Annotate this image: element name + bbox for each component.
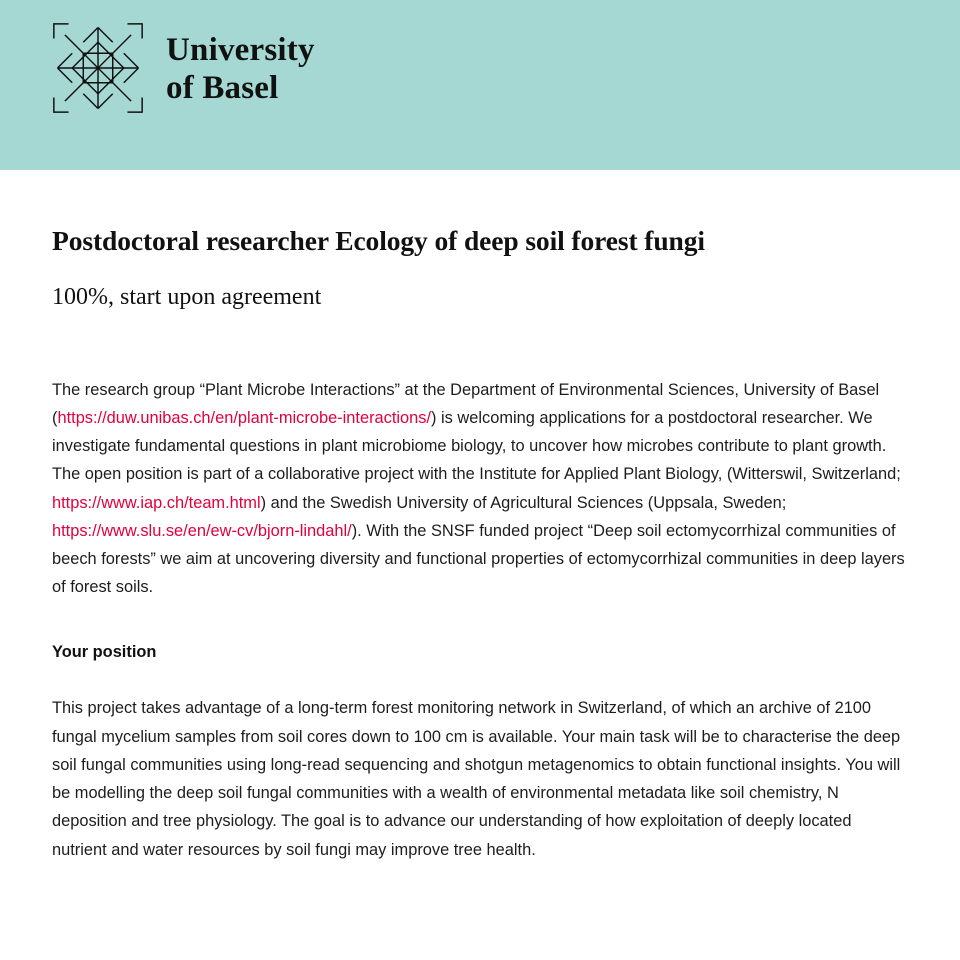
university-of-basel-logo-icon (52, 22, 144, 114)
intro-text-part-3: ) and the Swedish University of Agricultural Sciences (Uppsala, Sweden; (260, 493, 787, 512)
position-paragraph: This project takes advantage of a long-term forest monitoring network in Switzerland, of which an archive of 2100 fungal mycelium samples from soil cores down to 100 cm is available. Your main task will be to characterise the deep soil fungal communities using long-read sequencing and shotgun metagenomics to obtain functional insights. You will be modelling the deep soil fungal communities with a wealth of environmental metadata like soil chemistry, N deposition and tree physiology. The goal is to advance our understanding of how exploitation of deeply located nutrient and water resources by soil fungi may improve tree health. (52, 699, 901, 859)
page-title: Postdoctoral researcher Ecology of deep soil forest fungi (52, 225, 705, 256)
intro-text-part-1: The research group “Plant Microbe Interactions” at the Department of Environmental Sciences, University of Basel ( (52, 380, 880, 428)
logo-wordmark-line1: University (166, 32, 315, 68)
intro-text-part-4: ). With the SNSF funded project “Deep soil ectomycorrhizal communities of beech forests” we aim at uncovering diversity and functional properties of ectomycorrhizal communities in deep layers of forest soils. (52, 521, 905, 597)
link-slu-bjorn-lindahl[interactable]: https://www.slu.se/en/ew-cv/bjorn-lindahl/ (52, 521, 352, 540)
link-plant-microbe-interactions[interactable]: https://duw.unibas.ch/en/plant-microbe-interactions/ (57, 409, 432, 428)
link-iap-team[interactable]: https://www.iap.ch/team.html (52, 493, 261, 512)
section-heading-your-position: Your position (52, 642, 157, 661)
logo-wordmark-line2: of Basel (166, 69, 279, 106)
logo-wordmark (166, 32, 315, 108)
intro-paragraph (52, 376, 908, 602)
intro-text-part-2: ) is welcoming applications for a postdoctoral researcher. We investigate fundamental questions in plant microbiome biology, to uncover how microbes contribute to plant growth. The open position is part of a collaborative project with the Institute for Applied Plant Biology, (Witterswil, Switzerland; (52, 409, 901, 484)
document-content (0, 224, 960, 864)
header-band (0, 0, 960, 170)
logo[interactable] (52, 22, 315, 114)
page-subtitle: 100%, start upon agreement (52, 284, 322, 310)
